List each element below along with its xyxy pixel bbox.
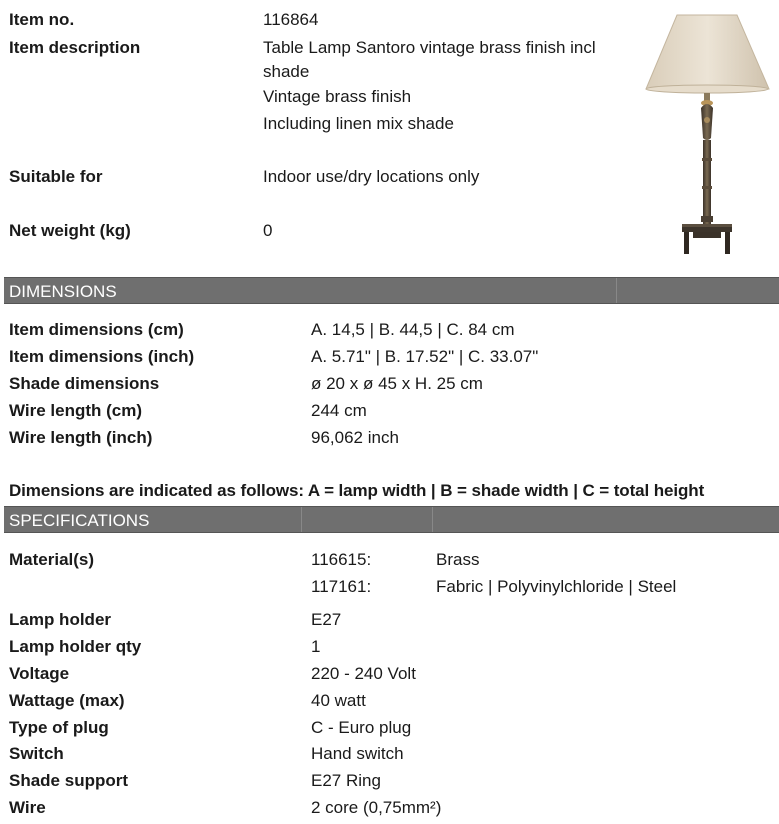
- specifications-section-header: [4, 506, 779, 533]
- spec-label: Wattage (max): [9, 691, 125, 710]
- item-description-line: Including linen mix shade: [263, 114, 454, 133]
- header-separator: [301, 507, 302, 532]
- net-weight-label: Net weight (kg): [9, 221, 131, 240]
- dimension-value: A. 5.71" | B. 17.52" | C. 33.07": [311, 347, 539, 366]
- dimension-value: A. 14,5 | B. 44,5 | C. 84 cm: [311, 320, 515, 339]
- dimensions-section-header: [4, 277, 779, 304]
- suitable-for-value: Indoor use/dry locations only: [263, 167, 480, 186]
- spec-value: 220 - 240 Volt: [311, 664, 416, 683]
- dimension-value: 96,062 inch: [311, 428, 399, 447]
- item-description-line: Vintage brass finish: [263, 87, 412, 106]
- suitable-for-label: Suitable for: [9, 167, 103, 186]
- dimensions-note: Dimensions are indicated as follows: A = lamp width | B = shade width | C = total height: [9, 481, 705, 500]
- spec-value: Hand switch: [311, 744, 404, 763]
- spec-label: Shade support: [9, 771, 129, 790]
- spec-value: C - Euro plug: [311, 718, 412, 737]
- spec-value: E27 Ring: [311, 771, 381, 790]
- spec-label: Type of plug: [9, 718, 109, 737]
- material-code: 117161:: [311, 577, 372, 596]
- dimension-label: Wire length (inch): [9, 428, 153, 447]
- specifications-section-title: SPECIFICATIONS: [9, 511, 150, 530]
- item-description-label: Item description: [9, 38, 141, 57]
- table-lamp-icon: [638, 8, 776, 260]
- dimension-label: Wire length (cm): [9, 401, 143, 420]
- dimension-label: Item dimensions (cm): [9, 320, 184, 339]
- spec-label: Wire: [9, 798, 46, 817]
- spec-label: Switch: [9, 744, 64, 763]
- material-description: Brass: [436, 550, 480, 569]
- spec-value: E27: [311, 610, 342, 629]
- item-description-line: shade: [263, 62, 310, 81]
- material-description: Fabric | Polyvinylchloride | Steel: [436, 577, 677, 596]
- material-code: 116615:: [311, 550, 372, 569]
- item-no-label: Item no.: [9, 10, 75, 29]
- spec-value: 2 core (0,75mm²): [311, 798, 442, 817]
- spec-label: Lamp holder qty: [9, 637, 142, 656]
- header-separator: [616, 278, 617, 303]
- spec-value: 40 watt: [311, 691, 366, 710]
- materials-label: Material(s): [9, 550, 95, 569]
- spec-label: Lamp holder: [9, 610, 112, 629]
- dimensions-section-title: DIMENSIONS: [9, 282, 117, 301]
- dimension-value: ø 20 x ø 45 x H. 25 cm: [311, 374, 483, 393]
- spec-value: 1: [311, 637, 321, 656]
- spec-label: Voltage: [9, 664, 70, 683]
- item-description-line: Table Lamp Santoro vintage brass finish incl: [263, 38, 596, 57]
- item-no-value: 116864: [263, 10, 319, 29]
- dimension-label: Shade dimensions: [9, 374, 160, 393]
- header-separator: [432, 507, 433, 532]
- dimension-label: Item dimensions (inch): [9, 347, 195, 366]
- dimension-value: 244 cm: [311, 401, 367, 420]
- net-weight-value: 0: [263, 221, 273, 240]
